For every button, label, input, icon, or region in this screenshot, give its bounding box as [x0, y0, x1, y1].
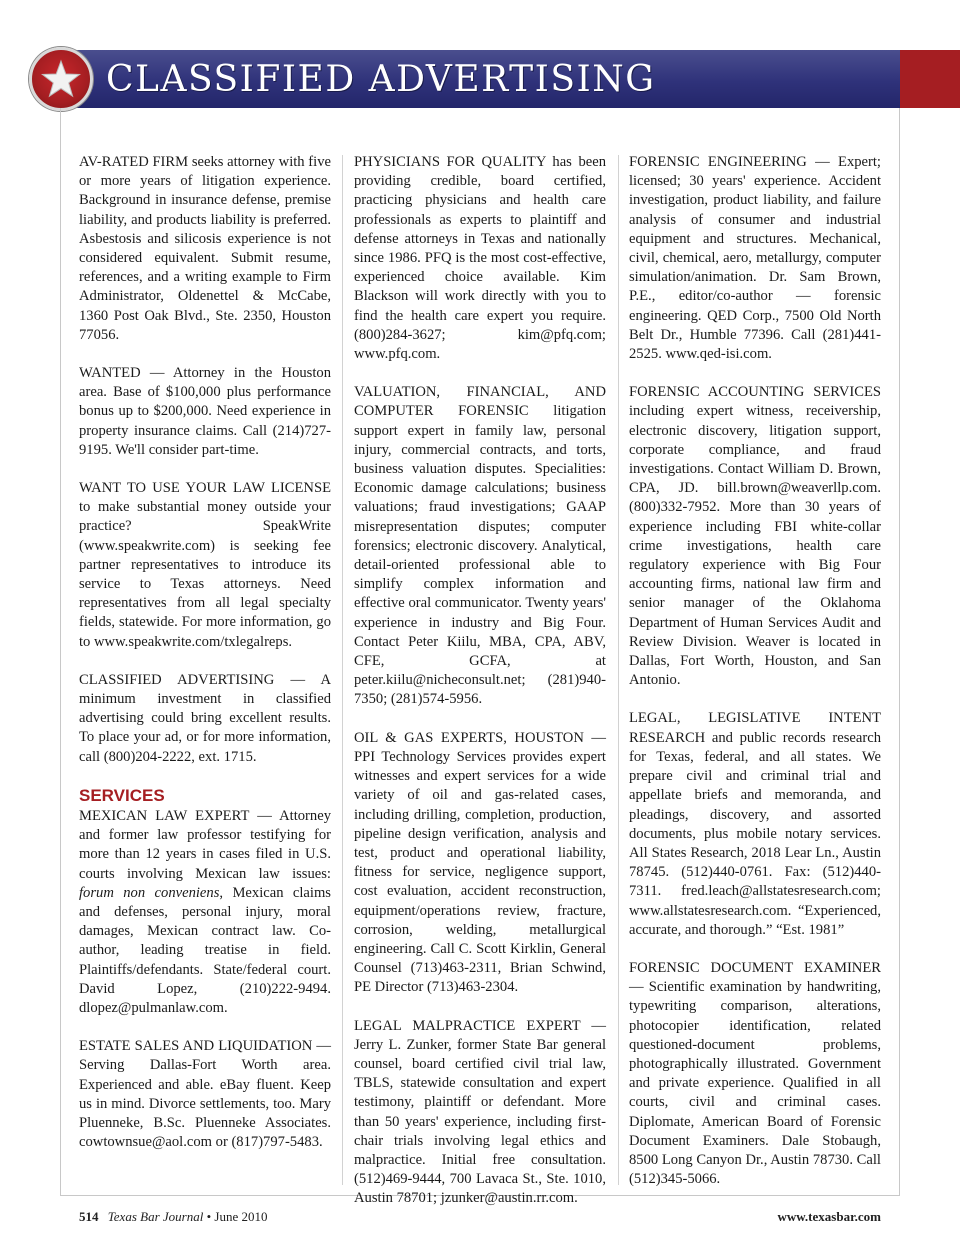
classified-ad: FORENSIC DOCUMENT EXAMINER — Scientific examination by handwriting, typewriting comparison, alterations, photocopier identification, related questioned-document problems, photographically illustrated. Government and private experience. Qualified in all courts, civil and criminal cases. Diplomate, American Board of Forensic Document Examiners. Dale Stobaugh, 8500 Long Canyon Dr., Austin 78730. Call (512)345-5066. [629, 959, 881, 1188]
classified-ad: CLASSIFIED ADVERTISING — A minimum investment in classified advertising could bring excellent results. To place your ad, or for more information, call (800)204-2222, ext. 1715. [79, 671, 331, 765]
classified-ad: LEGAL, LEGISLATIVE INTENT RESEARCH and public records research for Texas, federal, and all states. We prepare civil and criminal trial and appellate briefs and memoranda, and pleadings, discovery, and assorted documents, plus mobile notary services. All States Research, 2018 Lear Ln., Austin 78745. (512)440-0761. Fax: (512)440-7311. fred.leach@allstatesresearch.com; www.allstatesresearch.com. “Experienced, accurate, and thorough.” “Est. 1981” [629, 710, 881, 938]
page-title: CLASSIFIED ADVERTISING [106, 59, 656, 100]
classified-ad: WANT TO USE YOUR LAW LICENSE to make substantial money outside your practice? SpeakWrite (www.speakwrite.com) is seeking fee partner representatives to introduce its service to Texas attorneys. Need representatives from all legal specialty fields, statewide. For more information, go to www.speakwrite.com/txlegalreps. [79, 480, 331, 650]
column-3 [629, 153, 881, 1208]
classified-ad: VALUATION, FINANCIAL, AND COMPUTER FORENSIC litigation support expert in family law, personal injury, commercial contracts, and torts, business valuation disputes. Specialities: Economic damage calculations; business valuations; fraud investigations; GAAP misrepresentation disputes; computer forensics; electronic discovery. Analytical, detail-oriented professional able to simplify complex information and effective oral communicator. Twenty years' experience in industry and Big Four. Contact Peter Kiilu, MBA, CPA, ABV, CFE, GCFA, at peter.kiilu@nicheconsult.net; (281)940-7350; (281)574-5956. [354, 384, 606, 708]
frame-right-rule [899, 108, 900, 1195]
column-divider [342, 155, 343, 1185]
section-heading-services: SERVICES [79, 785, 165, 805]
column-1 [79, 153, 331, 1171]
star-icon [40, 58, 82, 100]
page-number: 514 [79, 1209, 99, 1224]
issue-date: June 2010 [214, 1209, 268, 1224]
column-divider [618, 155, 619, 1185]
classified-ad: WANTED — Attorney in the Houston area. Base of $100,000 plus performance bonus up to $200,000. Need experience in property insurance claims. Call (214)727-9195. We'll consider part-time. [79, 365, 331, 458]
footer-website: www.texasbar.com [777, 1209, 881, 1224]
star-seal-icon [29, 47, 93, 111]
classified-ad: AV-RATED FIRM seeks attorney with five or more years of litigation experience. Background in insurance defense, premise liability, and products liability is preferred. Asbestosis and silicosis experience is not considered equivalent. Submit resume, references, and a writing example to Firm Administrator, Oldenettel & McCabe, 1360 Post Oak Blvd., Ste. 2350, Houston 77056. [79, 154, 331, 343]
ad-text: , Mexican claims and defenses, personal injury, moral damages, Mexican contract law. Co-author, leading treatise in field. Plaintiffs/defendants. State/federal court. David Lopez, (210)222-9494. dlopez@pulmanlaw.com. [79, 884, 331, 1016]
footer-separator: • [206, 1209, 212, 1224]
footer-left [79, 1209, 267, 1225]
classified-ad: FORENSIC ACCOUNTING SERVICES including expert witness, receivership, electronic discovery, litigation support, corporate compliance, and fraud investigations. Contact William D. Brown, CPA, JD. bill.brown@weaverllp.com. (800)332-7952. More than 30 years of experience including FBI white-collar crime investigations, health care regulatory experience with Big Four accounting firms, national law firm and senior manager of the Oklahoma Department of Human Services Audit and Review Division. Weaver is located in Dallas, Fort Worth, Houston, and San Antonio. [629, 384, 881, 689]
classified-ad [79, 807, 331, 1018]
classified-ad: LEGAL MALPRACTICE EXPERT — Jerry L. Zunker, former State Bar general counsel, board certified civil trial law, TBLS, statewide consultation and expert testimony, plaintiff or defendant. More than 50 years' experience, including first-chair trials involving legal ethics and malpractice. Initial free consultation. (512)469-9444, 700 Lavaca St., Ste. 1010, Austin 78701; jzunker@austin.rr.com. [354, 1017, 606, 1207]
classified-ad: PHYSICIANS FOR QUALITY has been providing credible, board certified, practicing physicians and health care professionals as experts to plaintiff and defense attorneys in Texas and nationally since 1986. PFQ is the most cost-effective, experienced choice available. Kim Blackson will work directly with you to find the health care expert you require. (800)284-3627; kim@pfq.com; www.pfq.com. [354, 154, 606, 363]
ad-text: MEXICAN LAW EXPERT — Attorney and former law professor testifying for more than 12 years in cases filed in U.S. courts involving Mexican law issues: [79, 807, 331, 882]
classified-ad: FORENSIC ENGINEERING — Expert; licensed; 30 years' experience. Accident investigation, product liability, and failure analysis of consumer and industrial equipment and structures. Mechanical, civil, chemical, aero, metallurgy, computer simulation/animation. Dr. Sam Brown, P.E., editor/co-author — forensic engineering. QED Corp., 7500 Old North Belt Dr., Humble 77396. Call (281)441-2525. www.qed-isi.com. [629, 154, 881, 363]
journal-name: Texas Bar Journal [107, 1209, 204, 1224]
classified-ad: ESTATE SALES AND LIQUIDATION — Serving Dallas-Fort Worth area. Experienced and able. eBay fluent. Keep us in mind. Divorce settlements, too. Mary Pluenneke, B.Sc. Pluenneke Associates. cowtownsue@aol.com or (817)797-5483. [79, 1038, 331, 1151]
ad-italic-text: forum non conveniens [79, 884, 220, 901]
banner-red-accent [900, 50, 960, 108]
frame-left-rule [60, 108, 61, 1195]
classified-ad: OIL & GAS EXPERTS, HOUSTON — PPI Technology Services provides expert witnesses and expert services for a wide variety of oil and gas-related cases, including drilling, completion, production, pipeline design verification, analysis and test, product and operational liability, fitness for service, negligence support, cost evaluation, accident reconstruction, equipment/operations review, fracture, corrosion, welding, metallurgical engineering. Call C. Scott Kirklin, General Counsel (713)463-2311, Brian Schwind, PE Director (713)463-2304. [354, 729, 606, 996]
header-banner [0, 50, 960, 108]
column-2 [354, 153, 606, 1228]
